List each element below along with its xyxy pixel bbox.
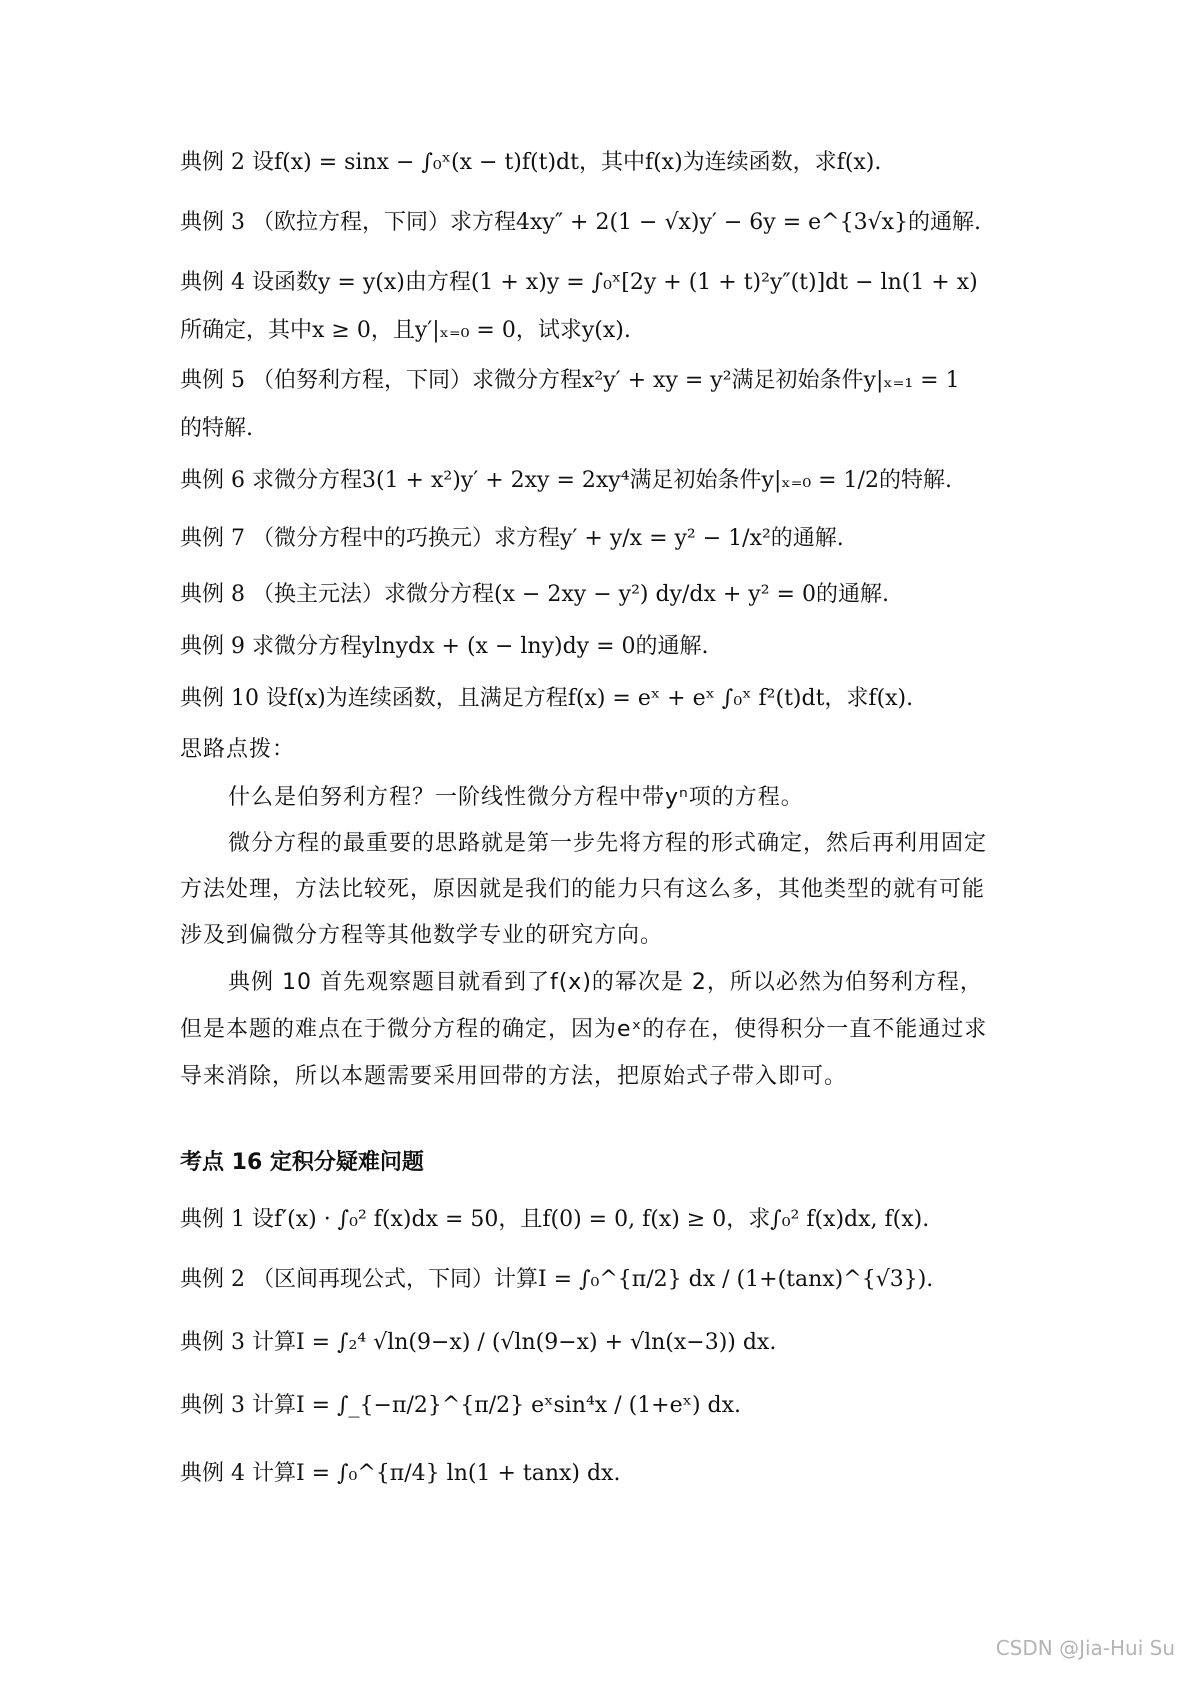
hint-paragraph: 涉及到偏微分方程等其他数学专业的研究方向。 xyxy=(180,923,664,948)
hint-paragraph: 导来消除，所以本题需要采用回带的方法，把原始式子带入即可。 xyxy=(180,1064,848,1089)
section16-example-2: 典例 2 （区间再现公式，下同）计算I = ∫₀^{π/2} dx / (1+(tanx)^{√3}). xyxy=(180,1267,934,1292)
hint-paragraph: 方法处理，方法比较死，原因就是我们的能力只有这么多，其他类型的就有可能 xyxy=(180,877,986,902)
example-8-line: 典例 8 （换主元法）求微分方程(x − 2xy − y²) dy/dx + y² = 0的通解. xyxy=(180,582,889,607)
example-4-line-cont: 所确定，其中x ≥ 0，且y′|ₓ₌₀ = 0，试求y(x). xyxy=(180,318,631,343)
example-5-line: 典例 5 （伯努利方程，下同）求微分方程x²y′ + xy = y²满足初始条件y|ₓ₌₁ = 1 xyxy=(180,368,960,393)
example-3-line: 典例 3 （欧拉方程，下同）求方程4xy″ + 2(1 − √x)y′ − 6y = e^{3√x}的通解. xyxy=(180,210,982,235)
example-9-line: 典例 9 求微分方程ylnydx + (x − lny)dy = 0的通解. xyxy=(180,634,709,659)
example-7-line: 典例 7 （微分方程中的巧换元）求方程y′ + y/x = y² − 1/x²的通解. xyxy=(180,526,844,551)
hint-label: 思路点拨： xyxy=(180,737,296,762)
example-4-line: 典例 4 设函数y = y(x)由方程(1 + x)y = ∫₀ˣ[2y + (1 + t)²y″(t)]dt − ln(1 + x) xyxy=(180,270,978,295)
section16-example-1: 典例 1 设f′(x) · ∫₀² f(x)dx = 50，且f(0) = 0, f(x) ≥ 0，求∫₀² f(x)dx, f(x). xyxy=(180,1207,930,1232)
section16-example-3: 典例 3 计算I = ∫₂⁴ √ln(9−x) / (√ln(9−x) + √ln(x−3)) dx. xyxy=(180,1330,777,1355)
example-6-line: 典例 6 求微分方程3(1 + x²)y′ + 2xy = 2xy⁴满足初始条件y|ₓ₌₀ = 1/2的特解. xyxy=(180,468,952,493)
watermark: CSDN @Jia-Hui Su xyxy=(995,1636,1175,1660)
section16-example-4: 典例 4 计算I = ∫₀^{π/4} ln(1 + tanx) dx. xyxy=(180,1461,621,1486)
hint-paragraph: 典例 10 首先观察题目就看到了f(x)的幂次是 2，所以必然为伯努利方程， xyxy=(228,970,983,995)
hint-paragraph: 什么是伯努利方程？一阶线性微分方程中带yⁿ项的方程。 xyxy=(228,785,804,810)
example-5-line-cont: 的特解. xyxy=(180,416,253,441)
hint-paragraph: 微分方程的最重要的思路就是第一步先将方程的形式确定，然后再利用固定 xyxy=(228,831,988,856)
section-title: 考点 16 定积分疑难问题 xyxy=(180,1150,424,1175)
example-2-line: 典例 2 设f(x) = sinx − ∫₀ˣ(x − t)f(t)dt，其中f(x)为连续函数，求f(x). xyxy=(180,150,882,175)
hint-paragraph: 但是本题的难点在于微分方程的确定，因为eˣ的存在，使得积分一直不能通过求 xyxy=(180,1017,988,1042)
example-10-line: 典例 10 设f(x)为连续函数，且满足方程f(x) = eˣ + eˣ ∫₀ˣ f²(t)dt，求f(x). xyxy=(180,686,914,711)
section16-example-3b: 典例 3 计算I = ∫_{−π/2}^{π/2} eˣsin⁴x / (1+eˣ) dx. xyxy=(180,1393,742,1418)
